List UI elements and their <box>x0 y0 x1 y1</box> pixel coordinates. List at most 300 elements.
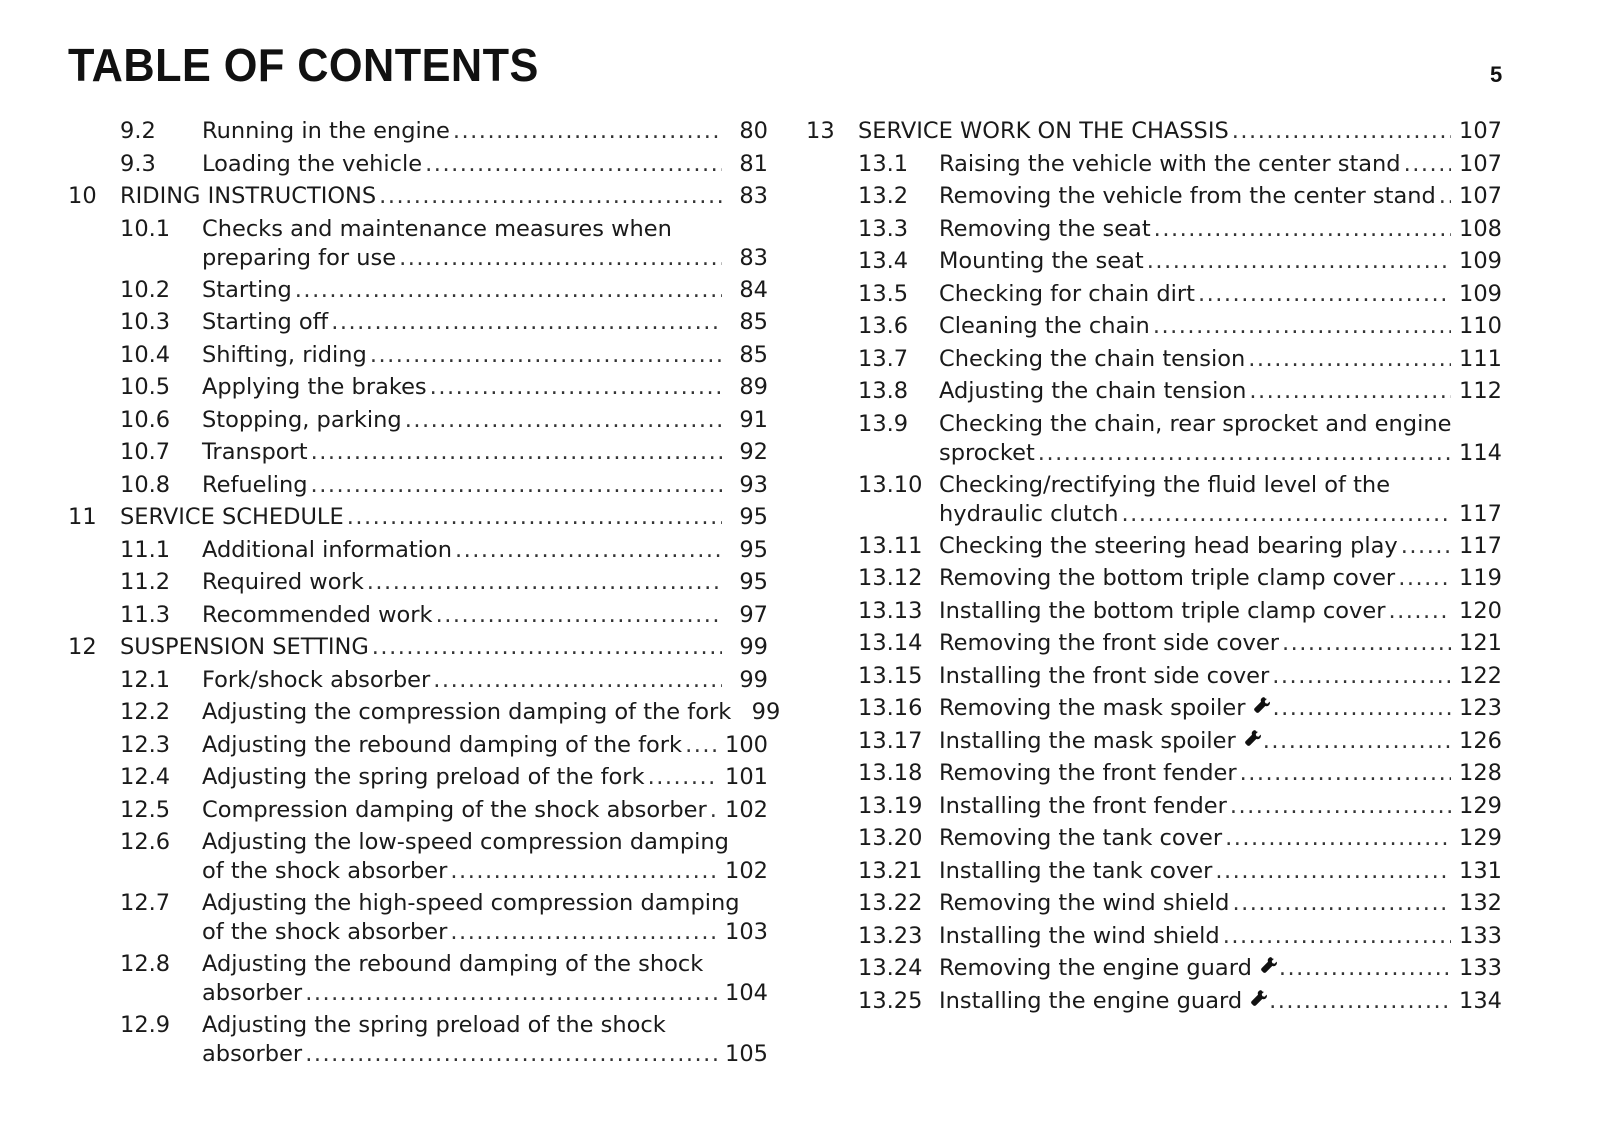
toc-entry-title: Running in the engine <box>202 115 453 148</box>
dot-leader <box>1153 310 1451 343</box>
toc-entry-leader-line <box>202 115 768 148</box>
toc-entry-page-number[interactable]: 129 <box>1459 825 1502 851</box>
toc-entry-leader-line <box>939 530 1502 563</box>
toc-entry-body <box>939 887 1502 920</box>
toc-section-entry[interactable] <box>68 599 768 632</box>
toc-entry-title: SERVICE SCHEDULE <box>120 501 347 534</box>
toc-entry-title: Transport <box>202 436 311 469</box>
toc-entry-number: 13.21 <box>858 857 923 884</box>
toc-entry-leader-line <box>202 566 768 599</box>
dot-leader <box>1404 148 1451 181</box>
toc-entry-number: 12.7 <box>120 890 171 916</box>
toc-section-entry[interactable] <box>806 920 1502 953</box>
toc-entry-leader-line <box>202 534 768 567</box>
toc-section-entry[interactable] <box>68 371 768 404</box>
toc-entry-title: Refueling <box>202 469 311 502</box>
toc-entry-leader-line <box>939 822 1502 855</box>
toc-entry-number: 12.3 <box>120 731 171 758</box>
dot-leader <box>331 306 722 339</box>
toc-entry-page-number[interactable]: 101 <box>725 764 768 790</box>
toc-section-entry[interactable] <box>806 562 1502 595</box>
toc-entry-page-number[interactable]: 120 <box>1459 597 1502 624</box>
toc-entry-title: Installing the mask spoiler <box>939 725 1239 758</box>
toc-entry-body <box>202 1009 768 1071</box>
toc-section-entry[interactable] <box>68 115 768 148</box>
toc-entry-title: Installing the wind shield <box>939 920 1223 953</box>
toc-entry-number: 13.1 <box>858 150 909 177</box>
dot-leader <box>1122 498 1452 531</box>
toc-section-entry[interactable] <box>68 826 768 887</box>
toc-section-entry[interactable] <box>806 985 1502 1018</box>
toc-entry-page-number[interactable]: 102 <box>725 858 768 884</box>
toc-entry-number: 12 <box>68 634 97 660</box>
toc-entry-leader-line <box>202 436 768 469</box>
toc-entry-page-number[interactable]: 119 <box>1459 565 1502 591</box>
toc-entry-title: Installing the bottom triple clamp cover <box>939 595 1388 628</box>
toc-section-entry[interactable] <box>806 595 1502 628</box>
toc-section-entry[interactable] <box>68 948 768 1009</box>
toc-entry-title: Starting <box>202 274 295 307</box>
toc-entry-body <box>939 310 1502 343</box>
toc-section-entry[interactable] <box>68 761 768 794</box>
toc-entry-title: Raising the vehicle with the center stand <box>939 148 1404 181</box>
toc-section-entry[interactable] <box>68 1009 768 1070</box>
toc-section-entry[interactable] <box>68 664 768 697</box>
dot-leader <box>1263 725 1451 758</box>
dot-leader <box>367 566 722 599</box>
toc-entry-title: Mounting the seat <box>939 245 1147 278</box>
toc-entry-number: 13.2 <box>858 183 909 209</box>
dot-leader <box>436 599 722 632</box>
toc-entry-number: 13.4 <box>858 248 909 274</box>
toc-entry-page-number[interactable]: 97 <box>739 601 768 628</box>
toc-entry-number: 13.5 <box>858 280 909 307</box>
toc-entry-page-number[interactable]: 102 <box>725 796 768 823</box>
toc-section-entry[interactable] <box>806 245 1502 278</box>
toc-entry-title-continued: absorber <box>202 977 305 1010</box>
toc-section-entry[interactable] <box>806 408 1502 469</box>
toc-entry-title: Adjusting the low-speed compression damping <box>202 829 729 855</box>
toc-entry-leader-line <box>939 627 1502 660</box>
toc-entry-title: Starting off <box>202 306 331 339</box>
toc-chapter-entry[interactable] <box>68 180 768 213</box>
toc-section-entry[interactable] <box>806 660 1502 693</box>
toc-entry-leader-line <box>939 790 1502 823</box>
toc-entry-page-number[interactable]: 103 <box>725 919 768 945</box>
toc-entry-title: Loading the vehicle <box>202 148 425 181</box>
toc-entry-page-number[interactable]: 132 <box>1459 890 1502 916</box>
toc-entry-number: 10.7 <box>120 439 171 465</box>
toc-entry-body <box>202 664 768 697</box>
toc-entry-body <box>202 761 768 794</box>
toc-entry-body <box>939 213 1502 246</box>
toc-section-entry[interactable] <box>68 566 768 599</box>
wrench-icon <box>1259 952 1279 972</box>
toc-entry-number: 12.1 <box>120 666 171 693</box>
toc-section-entry[interactable] <box>806 790 1502 823</box>
toc-section-entry[interactable] <box>806 375 1502 408</box>
toc-entry-title: SERVICE WORK ON THE CHASSIS <box>858 115 1232 148</box>
toc-entry-leader-line <box>202 148 768 181</box>
toc-chapter-entry[interactable] <box>68 631 768 664</box>
wrench-icon <box>1252 692 1272 712</box>
toc-entry-page-number[interactable]: 89 <box>739 374 768 400</box>
toc-entry-leader-line <box>202 339 768 372</box>
toc-entry-page-number[interactable]: 104 <box>725 980 768 1006</box>
toc-section-entry[interactable] <box>806 530 1502 563</box>
toc-section-entry[interactable] <box>68 148 768 181</box>
toc-section-entry[interactable] <box>806 855 1502 888</box>
toc-entry-body <box>202 469 768 502</box>
toc-entry-page-number[interactable]: 100 <box>725 731 768 758</box>
toc-entry-body <box>939 469 1502 531</box>
toc-entry-number: 12.6 <box>120 829 171 855</box>
toc-entry-page-number[interactable]: 111 <box>1459 345 1502 372</box>
dot-leader <box>1439 180 1451 213</box>
dot-leader <box>370 339 722 372</box>
toc-entry-page-number[interactable]: 133 <box>1459 922 1502 949</box>
toc-entry-body <box>202 274 768 307</box>
toc-entry-page-number[interactable]: 110 <box>1459 313 1502 339</box>
toc-entry-title-continued: absorber <box>202 1038 305 1071</box>
dot-leader <box>405 404 722 437</box>
toc-entry-leader-line <box>939 855 1502 888</box>
toc-entry-number: 10.2 <box>120 276 171 303</box>
toc-entry-body <box>202 794 768 827</box>
toc-section-entry[interactable] <box>806 469 1502 530</box>
toc-entry-body <box>858 115 1502 148</box>
toc-entry-title: Removing the mask spoiler <box>939 692 1248 725</box>
dot-leader <box>1272 660 1451 693</box>
toc-section-entry[interactable] <box>806 887 1502 920</box>
toc-entry-title: Removing the wind shield <box>939 887 1232 920</box>
toc-entry-page-number[interactable]: 95 <box>739 536 768 563</box>
toc-entry-body <box>939 562 1502 595</box>
dot-leader <box>1232 887 1451 920</box>
wrench-icon <box>1243 725 1263 745</box>
toc-entry-title: RIDING INSTRUCTIONS <box>120 180 379 213</box>
toc-entry-page-number[interactable]: 107 <box>1459 183 1502 209</box>
toc-entry-page-number[interactable]: 85 <box>739 309 768 335</box>
toc-entry-page-number[interactable]: 81 <box>739 150 768 177</box>
toc-entry-page-number[interactable]: 91 <box>739 406 768 433</box>
toc-entry-body <box>202 826 768 888</box>
toc-entry-title: Additional information <box>202 534 455 567</box>
toc-entry-body <box>202 371 768 404</box>
toc-entry-body <box>202 948 768 1010</box>
toc-section-entry[interactable] <box>68 469 768 502</box>
toc-entry-title: Removing the vehicle from the center stand <box>939 180 1439 213</box>
toc-entry-title: Checking the chain tension <box>939 343 1248 376</box>
toc-entry-title: Installing the front fender <box>939 790 1230 823</box>
toc-entry-title: Required work <box>202 566 367 599</box>
toc-section-entry[interactable] <box>806 148 1502 181</box>
toc-entry-leader-line <box>202 242 768 275</box>
toc-entry-page-number[interactable]: 95 <box>739 569 768 595</box>
dot-leader <box>1398 562 1451 595</box>
toc-entry-title: Installing the front side cover <box>939 660 1272 693</box>
toc-entry-page-number[interactable]: 112 <box>1459 378 1502 404</box>
dot-leader <box>347 501 722 534</box>
toc-entry-title-continued: hydraulic clutch <box>939 498 1122 531</box>
toc-entry-leader-line <box>202 916 768 949</box>
toc-entry-leader-line <box>202 599 768 632</box>
toc-entry-page-number[interactable]: 83 <box>739 244 768 271</box>
toc-entry-page-number[interactable]: 133 <box>1459 955 1502 981</box>
toc-section-entry[interactable] <box>68 887 768 948</box>
toc-entry-title: Removing the bottom triple clamp cover <box>939 562 1398 595</box>
toc-entry-title-continued: sprocket <box>939 437 1038 470</box>
toc-entry-body <box>202 534 768 567</box>
dot-leader <box>450 855 717 888</box>
dot-leader <box>450 916 717 949</box>
toc-entry-title: Adjusting the spring preload of the shock <box>202 1012 666 1038</box>
toc-entry-page-number[interactable]: 131 <box>1459 857 1502 884</box>
toc-entry-number: 12.9 <box>120 1012 171 1038</box>
toc-entry-body <box>120 180 768 213</box>
dot-leader <box>399 242 722 275</box>
dot-leader <box>1401 530 1451 563</box>
toc-entry-number: 13.6 <box>858 313 909 339</box>
toc-entry-title: Removing the front fender <box>939 757 1240 790</box>
dot-leader <box>1038 437 1451 470</box>
dot-leader <box>1279 952 1451 985</box>
dot-leader <box>295 274 722 307</box>
dot-leader <box>710 794 717 827</box>
toc-entry-body <box>202 436 768 469</box>
toc-section-entry[interactable] <box>68 274 768 307</box>
toc-entry-title: Checking the steering head bearing play <box>939 530 1401 563</box>
toc-entry-number: 10.1 <box>120 215 171 242</box>
toc-entry-title: Stopping, parking <box>202 404 405 437</box>
toc-entry-page-number[interactable]: 99 <box>751 699 781 725</box>
toc-entry-title: Checks and maintenance measures when <box>202 215 672 242</box>
toc-entry-title: Adjusting the rebound damping of the fork <box>202 729 685 762</box>
toc-chapter-entry[interactable] <box>68 501 768 534</box>
toc-section-entry[interactable] <box>806 343 1502 376</box>
toc-entry-page-number[interactable]: 85 <box>739 341 768 368</box>
toc-entry-leader-line <box>120 501 768 534</box>
toc-entry-body <box>939 822 1502 855</box>
toc-entry-body <box>939 920 1502 953</box>
toc-entry-number: 12.8 <box>120 951 171 977</box>
toc-entry-title: SUSPENSION SETTING <box>120 631 372 664</box>
toc-entry-body <box>939 985 1502 1018</box>
toc-entry-leader-line <box>120 631 768 664</box>
toc-entry-leader-line <box>202 306 768 339</box>
toc-entry-page-number[interactable]: 99 <box>739 634 768 660</box>
toc-entry-page-number[interactable]: 92 <box>739 439 768 465</box>
toc-entry-page-number[interactable]: 99 <box>739 666 768 693</box>
toc-entry-number: 13.19 <box>858 792 923 819</box>
dot-leader <box>1225 822 1451 855</box>
toc-section-entry[interactable] <box>806 757 1502 790</box>
toc-entry-body <box>939 278 1502 311</box>
toc-entry-leader-line <box>939 887 1502 920</box>
toc-section-entry[interactable] <box>806 822 1502 855</box>
toc-entry-body <box>939 180 1502 213</box>
toc-entry-number: 13.10 <box>858 471 923 498</box>
toc-section-entry[interactable] <box>806 952 1502 985</box>
toc-entry-page-number[interactable]: 84 <box>739 276 768 303</box>
toc-entry-number: 10.5 <box>120 374 171 400</box>
toc-entry-number: 13.18 <box>858 760 923 786</box>
toc-entry-title: Adjusting the compression damping of the fork <box>202 696 734 729</box>
toc-entry-leader-line <box>939 310 1502 343</box>
page-number: 5 <box>1490 62 1503 87</box>
toc-entry-number: 10.8 <box>120 471 171 498</box>
toc-entry-number: 11.1 <box>120 536 171 563</box>
toc-entry-body <box>202 213 768 275</box>
toc-section-entry[interactable] <box>806 310 1502 343</box>
dot-leader <box>305 977 717 1010</box>
toc-section-entry[interactable] <box>806 725 1502 758</box>
toc-entry-leader-line <box>939 278 1502 311</box>
toc-entry-leader-line <box>858 115 1502 148</box>
toc-entry-page-number[interactable]: 107 <box>1459 118 1502 144</box>
toc-entry-body <box>939 855 1502 888</box>
toc-entry-page-number[interactable]: 109 <box>1459 280 1502 307</box>
toc-entry-leader-line <box>202 469 768 502</box>
toc-entry-page-number[interactable]: 117 <box>1459 532 1502 559</box>
toc-section-entry[interactable] <box>806 278 1502 311</box>
toc-entry-leader-line <box>939 498 1502 531</box>
toc-entry-page-number[interactable]: 117 <box>1459 500 1502 527</box>
toc-entry-page-number[interactable]: 134 <box>1459 987 1502 1014</box>
toc-entry-leader-line <box>939 660 1502 693</box>
toc-entry-leader-line <box>120 180 768 213</box>
toc-entry-leader-line <box>202 696 781 729</box>
toc-entry-page-number[interactable]: 122 <box>1459 662 1502 689</box>
toc-entry-page-number[interactable]: 93 <box>739 471 768 498</box>
toc-section-entry[interactable] <box>68 339 768 372</box>
toc-entry-page-number[interactable]: 80 <box>739 118 768 144</box>
toc-entry-leader-line <box>939 343 1502 376</box>
toc-entry-page-number[interactable]: 114 <box>1459 439 1502 466</box>
toc-entry-page-number[interactable]: 105 <box>725 1041 768 1067</box>
toc-entry-number: 9.3 <box>120 150 156 177</box>
toc-section-entry[interactable] <box>68 436 768 469</box>
dot-leader <box>379 180 722 213</box>
dot-leader <box>1249 375 1451 408</box>
toc-section-entry[interactable] <box>68 534 768 567</box>
dot-leader <box>1147 245 1451 278</box>
toc-entry-number: 11 <box>68 504 97 530</box>
dot-leader <box>433 664 722 697</box>
toc-entry-page-number[interactable]: 109 <box>1459 248 1502 274</box>
dot-leader <box>1232 115 1451 148</box>
toc-section-entry[interactable] <box>68 794 768 827</box>
toc-entry-page-number[interactable]: 129 <box>1459 792 1502 819</box>
toc-entry-page-number[interactable]: 121 <box>1459 630 1502 656</box>
toc-entry-number: 13.15 <box>858 662 923 689</box>
toc-entry-page-number[interactable]: 107 <box>1459 150 1502 177</box>
toc-entry-title: Checking/rectifying the fluid level of the <box>939 471 1391 498</box>
toc-entry-number: 13.16 <box>858 695 923 721</box>
toc-entry-number: 12.4 <box>120 764 171 790</box>
dot-leader <box>648 761 717 794</box>
toc-right-column <box>806 115 1502 1017</box>
toc-entry-body <box>202 566 768 599</box>
toc-section-entry[interactable] <box>68 213 768 274</box>
toc-entry-body <box>939 408 1502 470</box>
toc-entry-body <box>202 404 768 437</box>
toc-entry-leader-line <box>939 920 1502 953</box>
dot-leader <box>1388 595 1451 628</box>
toc-entry-leader-line <box>202 729 768 762</box>
toc-entry-number: 13.3 <box>858 215 909 242</box>
toc-entry-page-number[interactable]: 95 <box>739 504 768 530</box>
toc-entry-leader-line <box>939 595 1502 628</box>
toc-entry-body <box>939 725 1502 758</box>
toc-entry-body <box>120 501 768 534</box>
toc-entry-number: 13.24 <box>858 955 923 981</box>
toc-entry-number: 13.8 <box>858 378 909 404</box>
toc-entry-page-number[interactable]: 128 <box>1459 760 1502 786</box>
toc-entry-leader-line <box>202 404 768 437</box>
toc-entry-leader-line <box>202 1038 768 1071</box>
toc-entry-page-number[interactable]: 108 <box>1459 215 1502 242</box>
dot-leader <box>305 1038 717 1071</box>
toc-section-entry[interactable] <box>68 404 768 437</box>
toc-entry-number: 13.9 <box>858 410 909 437</box>
toc-entry-number: 9.2 <box>120 118 156 144</box>
toc-entry-number: 13.23 <box>858 922 923 949</box>
toc-entry-body <box>939 595 1502 628</box>
toc-entry-title: Removing the engine guard <box>939 952 1255 985</box>
toc-entry-leader-line <box>202 761 768 794</box>
toc-entry-number: 13.11 <box>858 532 923 559</box>
toc-entry-page-number[interactable]: 123 <box>1459 695 1502 721</box>
toc-section-entry[interactable] <box>806 213 1502 246</box>
toc-entry-leader-line <box>939 375 1502 408</box>
toc-entry-number: 13.25 <box>858 987 923 1014</box>
toc-entry-leader-line <box>939 985 1502 1018</box>
toc-entry-page-number[interactable]: 83 <box>739 183 768 209</box>
toc-entry-title: Fork/shock absorber <box>202 664 433 697</box>
toc-entry-body <box>939 627 1502 660</box>
toc-entry-number: 12.2 <box>120 699 171 725</box>
toc-section-entry[interactable] <box>806 627 1502 660</box>
toc-entry-number: 11.2 <box>120 569 171 595</box>
toc-section-entry[interactable] <box>806 180 1502 213</box>
toc-section-entry[interactable] <box>68 306 768 339</box>
toc-entry-title: Applying the brakes <box>202 371 430 404</box>
toc-entry-page-number[interactable]: 126 <box>1459 727 1502 754</box>
toc-entry-leader-line <box>939 725 1502 758</box>
toc-section-entry[interactable] <box>68 729 768 762</box>
toc-entry-body <box>939 952 1502 985</box>
dot-leader <box>1198 278 1451 311</box>
toc-section-entry[interactable] <box>68 696 781 729</box>
toc-entry-title: Removing the seat <box>939 213 1154 246</box>
toc-entry-number: 12.5 <box>120 796 171 823</box>
toc-entry-title: Checking the chain, rear sprocket and engine <box>939 410 1452 437</box>
toc-entry-leader-line <box>939 562 1502 595</box>
dot-leader <box>1248 343 1451 376</box>
toc-entry-body <box>939 148 1502 181</box>
toc-chapter-entry[interactable] <box>806 115 1502 148</box>
toc-entry-leader-line <box>202 371 768 404</box>
toc-entry-title: Recommended work <box>202 599 436 632</box>
toc-entry-number: 10 <box>68 183 97 209</box>
dot-leader <box>1240 757 1451 790</box>
toc-entry-leader-line <box>202 855 768 888</box>
toc-section-entry[interactable] <box>806 692 1502 725</box>
toc-entry-number: 13.17 <box>858 727 923 754</box>
toc-entry-leader-line <box>939 692 1502 725</box>
dot-leader <box>1223 920 1451 953</box>
